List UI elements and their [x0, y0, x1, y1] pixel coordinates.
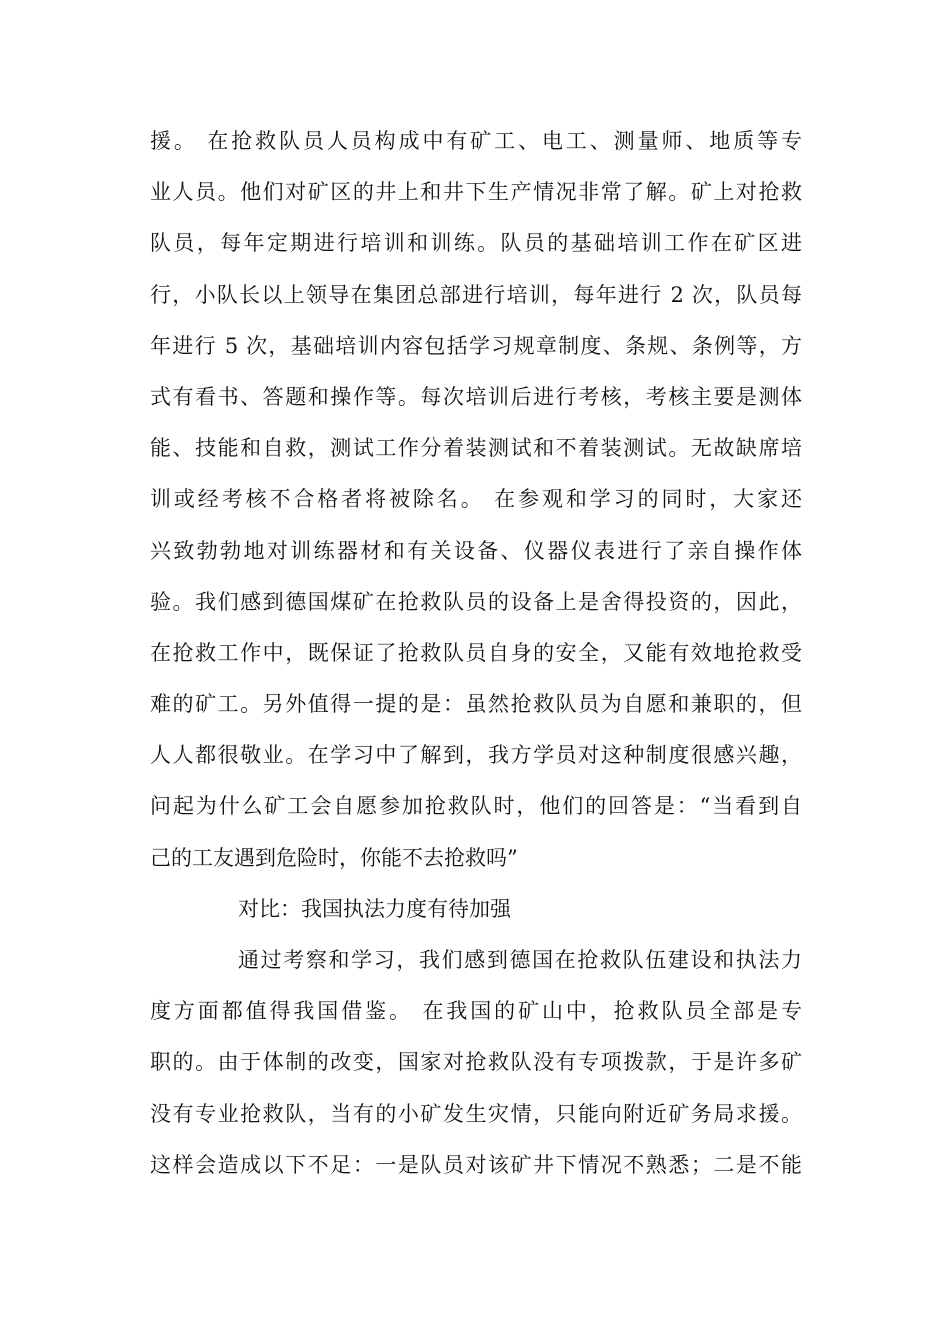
text-line: 职的。由于体制的改变，国家对抢救队没有专项拨款，于是许多矿	[150, 1050, 802, 1075]
text-line: 问起为什么矿工会自愿参加抢救队时，他们的回答是：“当看到自	[150, 794, 802, 819]
body-text	[150, 116, 802, 1191]
text-line: 在抢救工作中，既保证了抢救队员自身的安全，又能有效地抢救受	[150, 640, 802, 665]
text-line: 没有专业抢救队，当有的小矿发生灾情，只能向附近矿务局求援。	[150, 1101, 802, 1126]
text-line: 兴致勃勃地对训练器材和有关设备、仪器仪表进行了亲自操作体	[150, 538, 802, 563]
text-line: 援。 在抢救队员人员构成中有矿工、电工、测量师、地质等专	[150, 129, 802, 153]
text-line: 己的工友遇到危险时，你能不去抢救吗”	[150, 845, 518, 870]
section-heading: 对比：我国执法力度有待加强	[238, 896, 511, 921]
text-line: 业人员。他们对矿区的井上和井下生产情况非常了解。矿上对抢救	[150, 180, 802, 205]
text-line: 度方面都值得我国借鉴。 在我国的矿山中，抢救队员全部是专	[150, 999, 802, 1024]
text-line: 队员，每年定期进行培训和训练。队员的基础培训工作在矿区进	[150, 231, 802, 256]
text-line: 能、技能和自救，测试工作分着装测试和不着装测试。无故缺席培	[150, 436, 802, 461]
text-line: 年进行 5 次，基础培训内容包括学习规章制度、条规、条例等，方	[150, 333, 802, 358]
text-line: 式有看书、答题和操作等。每次培训后进行考核，考核主要是测体	[150, 384, 802, 409]
text-line: 难的矿工。另外值得一提的是：虽然抢救队员为自愿和兼职的，但	[150, 692, 802, 717]
text-line: 通过考察和学习，我们感到德国在抢救队伍建设和执法力	[238, 948, 802, 972]
text-line: 验。我们感到德国煤矿在抢救队员的设备上是舍得投资的，因此，	[150, 589, 802, 614]
text-line: 这样会造成以下不足：一是队员对该矿井下情况不熟悉；二是不能	[150, 1152, 802, 1177]
text-line: 训或经考核不合格者将被除名。 在参观和学习的同时，大家还	[150, 487, 802, 512]
text-line: 人人都很敬业。在学习中了解到，我方学员对这种制度很感兴趣，	[150, 743, 802, 768]
text-line: 行，小队长以上领导在集团总部进行培训，每年进行 2 次，队员每	[150, 282, 802, 307]
